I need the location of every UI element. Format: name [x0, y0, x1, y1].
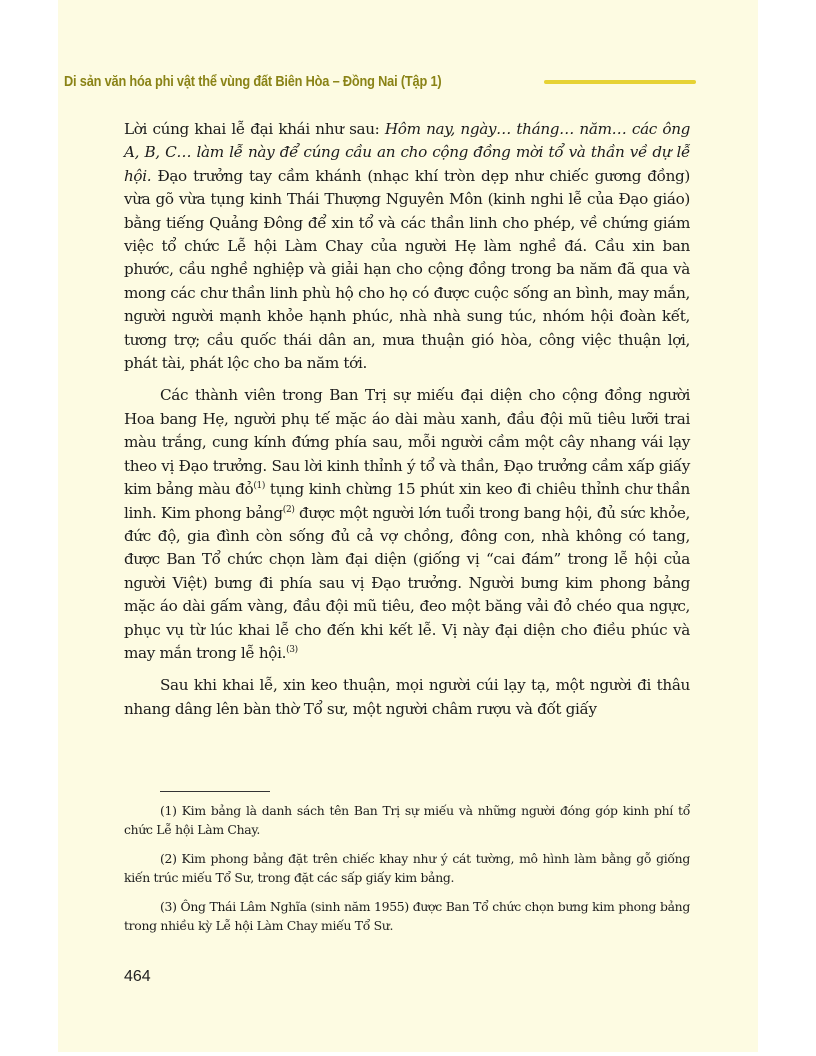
footnote-ref-3[interactable]: (3) — [286, 644, 298, 655]
paragraph-1-lead: Lời cúng khai lễ đại khái như sau: — [124, 120, 385, 138]
paragraph-3: Sau khi khai lễ, xin keo thuận, mọi người cúi lạy tạ, một người đi thâu nhang dâng lên bàn thờ Tổ sư, một người châm rượu và đốt giấy — [124, 676, 690, 718]
page-number: 464 — [124, 968, 151, 985]
running-title: Di sản văn hóa phi vật thể vùng đất Biên Hòa – Đồng Nai (Tập 1) — [64, 74, 442, 90]
body-text — [124, 118, 690, 730]
paragraph-2-part-1: Các thành viên trong Ban Trị sự miếu đại diện cho cộng đồng người Hoa bang Hẹ, người phụ tế mặc áo dài màu xanh, đầu đội mũ tiêu lưỡi trai màu trắng, cung kính đứng phía sau, mỗi người cầm một cây nhang vái lạy theo vị Đạo trưởng. Sau lời kinh thỉnh ý tổ và thần, Đạo trưởng cầm xấp giấy kim bảng màu đỏ — [124, 386, 690, 499]
footnote-separator — [160, 791, 270, 792]
footnote-ref-1[interactable]: (1) — [253, 481, 266, 492]
header-rule — [544, 80, 696, 84]
paragraph-1-rest: Đạo trưởng tay cầm khánh (nhạc khí tròn dẹp như chiếc gương đồng) vừa gõ vừa tụng kinh Thái Thượng Nguyên Môn (kinh nghi lễ của Đạo giáo) bằng tiếng Quảng Đông để xin tổ và các thần linh cho phép, về chứng giám việc tổ chức Lễ hội Làm Chay của người Hẹ làm nghề đá. Cầu xin ban phước, cầu nghề nghiệp và giải hạn cho cộng đồng trong ba năm đã qua và mong các chư thần linh phù hộ cho họ có được cuộc sống an bình, may mắn, người người mạnh khỏe hạnh phúc, nhà nhà sung túc, nhóm hội đoàn kết, tương trợ; cầu quốc thái dân an, mưa thuận gió hòa, công việc thuận lợi, phát tài, phát lộc cho ba năm tới. — [124, 166, 690, 373]
prayer-quote: Hôm nay, ngày… tháng… năm… các ông A, B, C… làm lễ này để cúng cầu an cho cộng đồng mời tổ và thần về dự lễ hội. — [124, 120, 690, 185]
paragraph-2 — [124, 384, 690, 665]
running-header — [64, 71, 696, 93]
footnote-ref-2[interactable]: (2) — [282, 504, 295, 515]
footnote-3: (3) Ông Thái Lâm Nghĩa (sinh năm 1955) được Ban Tổ chức chọn bưng kim phong bảng trong nhiều kỳ Lễ hội Làm Chay miếu Tổ Sư. — [124, 899, 690, 933]
footnote-2: (2) Kim phong bảng đặt trên chiếc khay như ý cát tường, mô hình làm bằng gỗ giống kiến trúc miếu Tổ Sư, trong đặt các sấp giấy kim bảng. — [124, 851, 690, 885]
footnote-1: (1) Kim bảng là danh sách tên Ban Trị sự miếu và những người đóng góp kinh phí tổ chức Lễ hội Làm Chay. — [124, 803, 690, 837]
paragraph-2-part-2: tụng kinh chừng 15 phút xin keo đi chiêu thỉnh chư thần linh. Kim phong bảng — [124, 480, 690, 522]
footnotes — [124, 802, 690, 947]
paragraph-1 — [124, 118, 690, 375]
paragraph-2-part-3: được một người lớn tuổi trong bang hội, đủ sức khỏe, đức độ, gia đình còn sống đủ cả vợ chồng, đông con, nhà không có tang, được Ban Tổ chức chọn làm đại diện (giống vị “cai đám” trong lễ hội của người Việt) bưng đi phía sau vị Đạo trưởng. Người bưng kim phong bảng mặc áo dài gấm vàng, đầu đội mũ tiêu, đeo một băng vải đỏ chéo qua ngực, phục vụ từ lúc khai lễ cho đến khi kết lễ. Vị này đại diện cho điều phúc và may mắn trong lễ hội. — [124, 503, 691, 662]
